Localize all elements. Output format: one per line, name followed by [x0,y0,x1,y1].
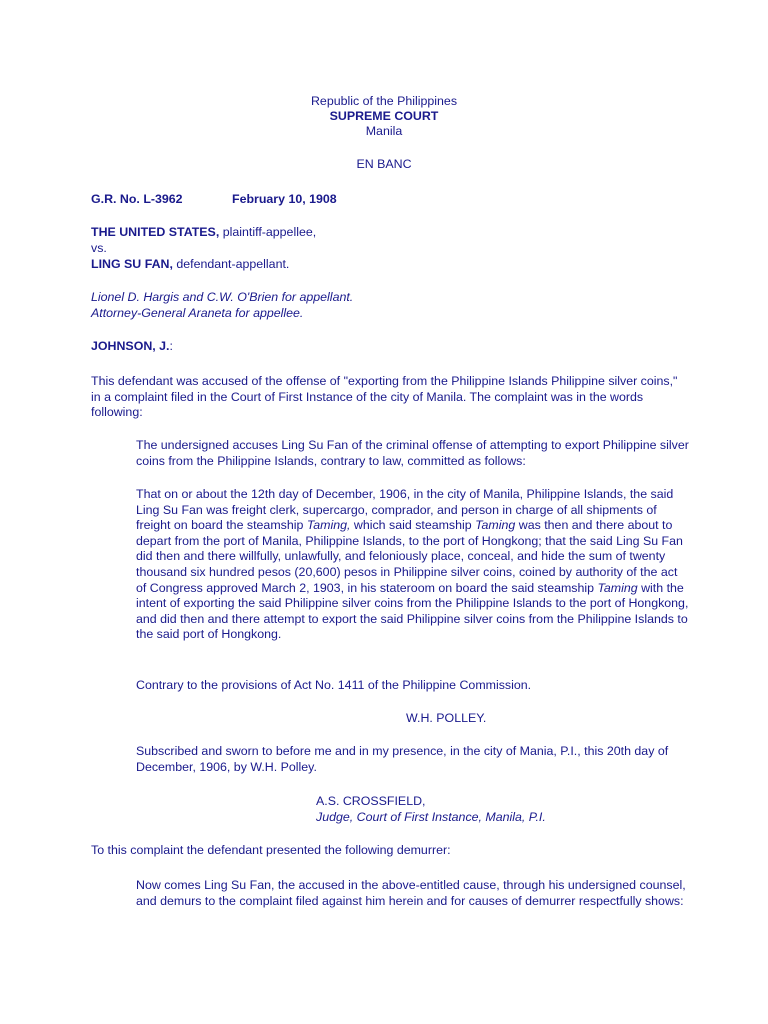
ship-name: Taming, [306,518,351,533]
case-number-line [91,192,681,208]
sworn-statement: Subscribed and sworn to before me and in my presence, in the city of Mania, P.I., this 20th day of December, 1906, by W.H. Polley. [136,744,669,774]
ship-name: Taming [597,580,638,595]
counsel-appellee: Attorney-General Araneta for appellee. [91,306,304,320]
intro-paragraph: This defendant was accused of the offense of "exporting from the Philippine Islands Philippine silver coins," in a complaint filed in the Court of First Instance of the city of Manila. The complaint was in the words following: [91,374,678,420]
counsel-appellant: Lionel D. Hargis and C.W. O'Brien for appellant. [91,290,354,304]
ship-name: Taming [475,518,516,533]
demurrer-paragraph-1: Now comes Ling Su Fan, the accused in the above-entitled cause, through his undersigned counsel, and demurs to the complaint filed against him herein and for causes of demurrer respectfully shows: [136,878,686,908]
complaint-paragraph-1: The undersigned accuses Ling Su Fan of the criminal offense of attempting to export Philippine silver coins from the Philippine Islands, contrary to law, committed as follows: [136,438,689,468]
header-court: SUPREME COURT [329,109,439,123]
header-city: Manila [365,124,403,138]
plaintiff-line [91,225,681,241]
header-republic: Republic of the Philippines [310,94,458,108]
complaint-paragraph-3: Contrary to the provisions of Act No. 1411 of the Philippine Commission. [136,678,532,692]
judge-title: Judge, Court of First Instance, Manila, P.I. [316,809,546,824]
judge-name: A.S. CROSSFIELD, [316,794,426,808]
demurrer-intro: To this complaint the defendant presented the following demurrer: [91,843,451,857]
signer-name: W.H. POLLEY. [406,711,487,725]
header-division: EN BANC [356,157,412,171]
defendant-name: LING SU FAN, [91,257,173,271]
plaintiff-role: plaintiff-appellee, [219,225,317,239]
defendant-line [91,257,681,273]
versus-line: vs. [91,241,107,255]
plaintiff-name: THE UNITED STATES, [91,225,220,239]
ponente: JOHNSON, J.: [91,339,173,353]
case-date: February 10, 1908 [232,192,337,206]
defendant-role: defendant-appellant. [172,257,290,271]
complaint-paragraph-2: That on or about the 12th day of December, 1906, in the city of Manila, Philippine Islands, the said Ling Su Fan was freight clerk, supercargo, comprador, and person in charge of all shipments of freight on board the steamship Taming, which said steamship Taming was then and there about to depart from the port of Manila, Philippine Islands, to the port of Hongkong; that the said Ling Su Fan did then and there willfully, unlawfully, and feloniously place, conceal, and hide the sum of twenty thousand six hundred pesos (20,600) pesos in Philippine silver coins, coined by authority of the act of Congress approved March 2, 1903, in his stateroom on board the said steamship Taming with the intent of exporting the said Philippine silver coins from the Philippine Islands to the port of Hongkong, and did then and there attempt to export the said Philippine silver coins from the Philippine Islands to the said port of Hongkong. [136,487,689,642]
judge-signature [316,794,546,825]
case-number: G.R. No. L-3962 [91,192,183,206]
